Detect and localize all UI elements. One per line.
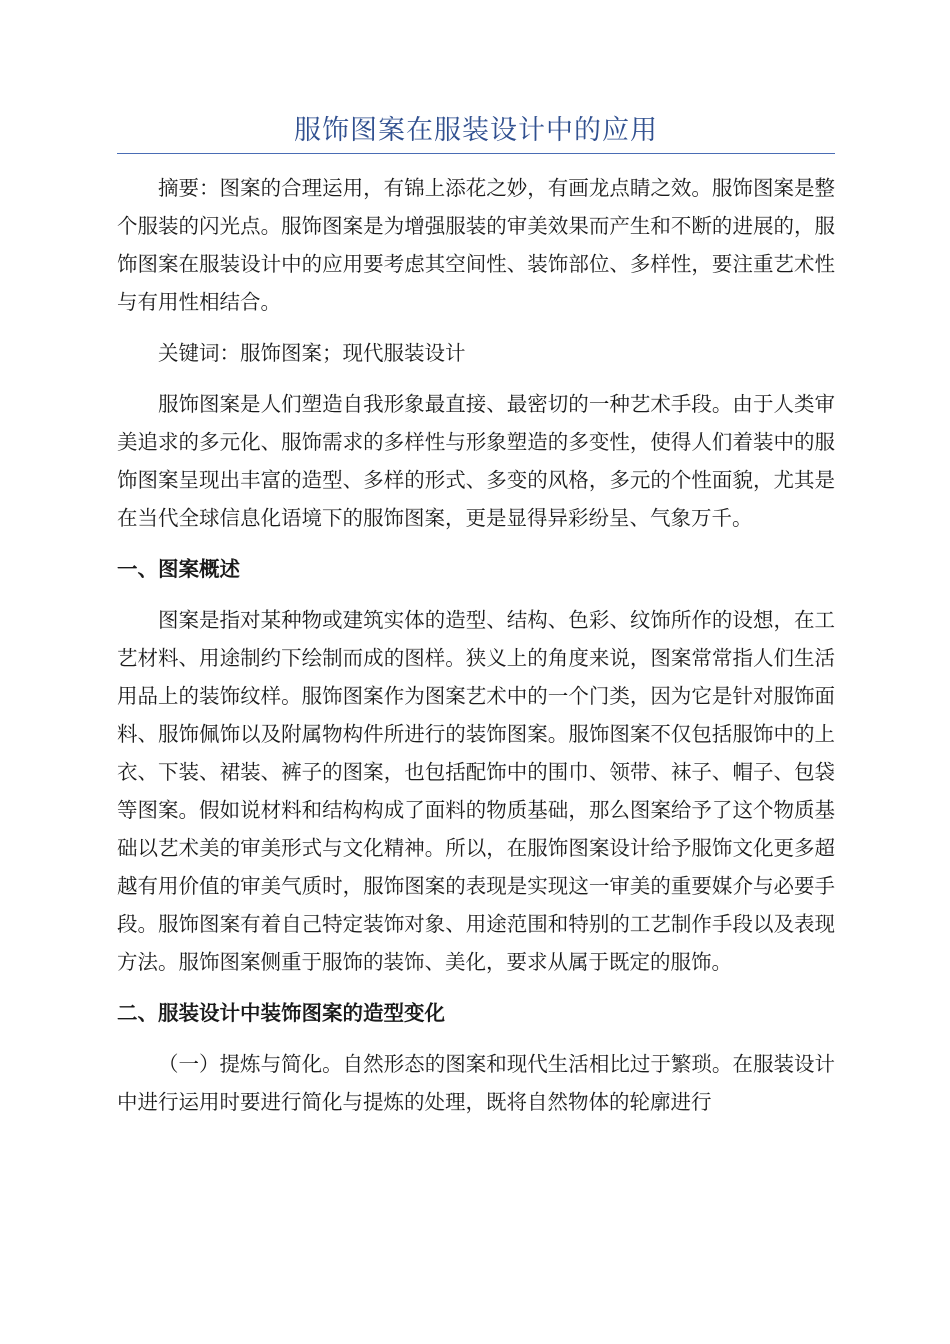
keywords-paragraph: 关键词：服饰图案；现代服装设计 xyxy=(158,341,466,365)
section-heading-1: 一、图案概述 xyxy=(117,557,240,581)
abstract-paragraph: 摘要：图案的合理运用，有锦上添花之妙，有画龙点睛之效。服饰图案是整个服装的闪光点。服饰图案是为增强服装的审美效果而产生和不断的进展的，服饰图案在服装设计中的应用要考虑其空间性、装饰部位、多样性，要注重艺术性与有用性相结合。 xyxy=(117,176,835,314)
document-title: 服饰图案在服装设计中的应用 xyxy=(117,108,835,154)
document-page xyxy=(117,108,835,1121)
section-heading-2: 二、服装设计中装饰图案的造型变化 xyxy=(117,1001,445,1025)
intro-paragraph: 服饰图案是人们塑造自我形象最直接、最密切的一种艺术手段。由于人类审美追求的多元化、服饰需求的多样性与形象塑造的多变性，使得人们着装中的服饰图案呈现出丰富的造型、多样的形式、多变的风格，多元的个性面貌，尤其是在当代全球信息化语境下的服饰图案，更是显得异彩纷呈、气象万千。 xyxy=(117,392,835,530)
section-1-paragraph: 图案是指对某种物或建筑实体的造型、结构、色彩、纹饰所作的设想，在工艺材料、用途制约下绘制而成的图样。狭义上的角度来说，图案常常指人们生活用品上的装饰纹样。服饰图案作为图案艺术中的一个门类，因为它是针对服饰面料、服饰佩饰以及附属物构件所进行的装饰图案。服饰图案不仅包括服饰中的上衣、下装、裙装、裤子的图案，也包括配饰中的围巾、领带、袜子、帽子、包袋等图案。假如说材料和结构构成了面料的物质基础，那么图案给予了这个物质基础以艺术美的审美形式与文化精神。所以，在服饰图案设计给予服饰文化更多超越有用价值的审美气质时，服饰图案的表现是实现这一审美的重要媒介与必要手段。服饰图案有着自己特定装饰对象、用途范围和特别的工艺制作手段以及表现方法。服饰图案侧重于服饰的装饰、美化，要求从属于既定的服饰。 xyxy=(117,608,835,974)
section-2-paragraph: （一）提炼与简化。自然形态的图案和现代生活相比过于繁琐。在服装设计中进行运用时要进行简化与提炼的处理，既将自然物体的轮廓进行 xyxy=(117,1052,835,1114)
